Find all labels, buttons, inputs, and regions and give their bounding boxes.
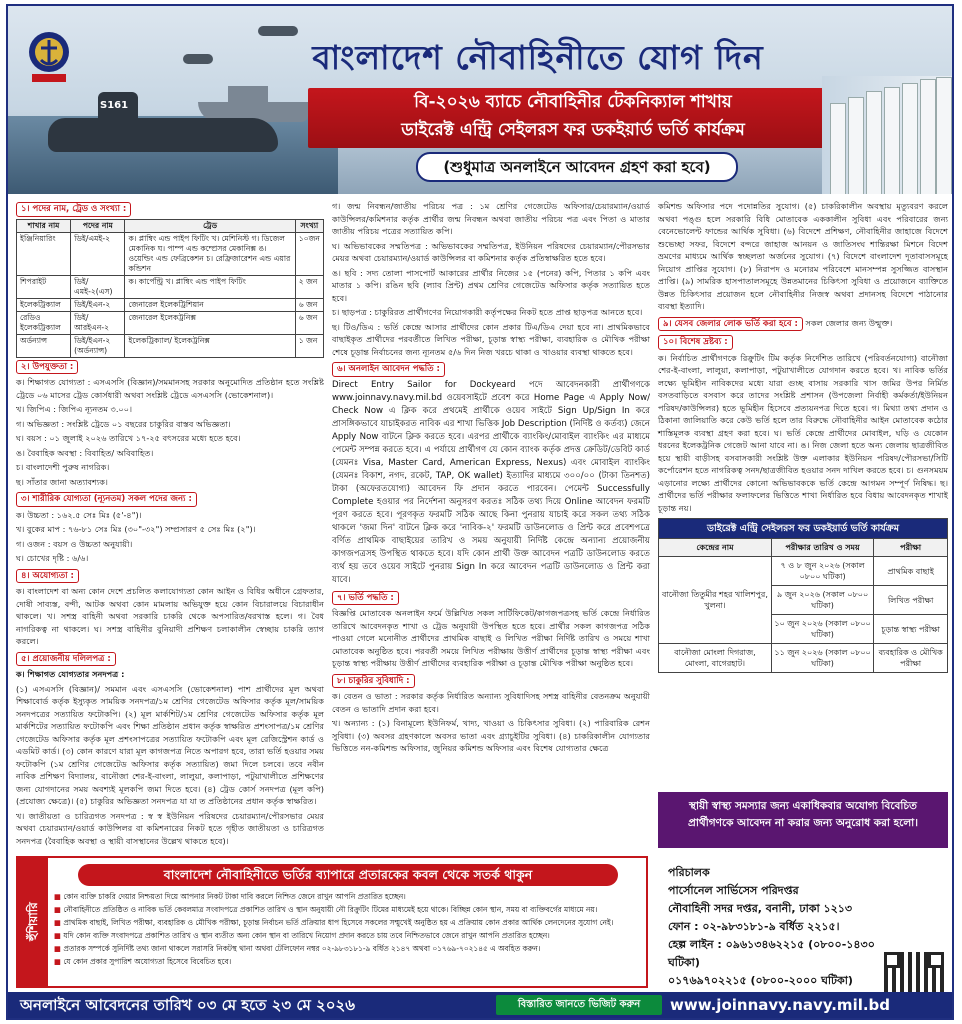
section-heading: ৬। অনলাইন আবেদন পদ্ধতি : — [332, 362, 445, 377]
paragraph: ক। শিক্ষাগত যোগ্যতা : এসএসসি (বিজ্ঞান)/সমমানসহ সরকার অনুমোদিত প্রতিষ্ঠান হতে সংশ্লিষ্ট ট্রেডে ০৬ মাসের ট্রেড কোর্সধারী অথবা সংশ্লিষ্ট ট্রেডে এসএসসি (ভোকেশনাল)। — [16, 377, 324, 400]
paragraph: চ। ছাড়পত্র : চাকুরিরত প্রার্থীগণের নিয়োগকারী কর্তৃপক্ষের নিকট হতে প্রাপ্ত ছাড়পত্র আনতে হবে। — [332, 307, 643, 317]
table-cell: ব্যবহারিক ও মৌখিক পরীক্ষা — [874, 644, 948, 673]
health-notice-line: স্থায়ী স্বাস্থ্য সমস্যার জন্য একাধিকবার অযোগ্য বিবেচিত — [689, 800, 917, 812]
table-row — [17, 311, 324, 334]
schedule-caption: ডাইরেক্ট এন্ট্রি সেইলরস ফর ডকইয়ার্ড ভর্তি কার্যক্রম — [659, 519, 948, 539]
table-cell: ইলেকট্রিক্যাল — [17, 298, 71, 311]
section-heading: ৮। চাকুরির সুবিধাদি : — [332, 674, 415, 689]
warning-list — [54, 890, 644, 968]
list-item: ■ প্রাথমিক বাছাই, লিখিত পরীক্ষা, ব্যবহারিক ও মৌখিক পরীক্ষা, চূড়ান্ত নির্বাচন ভর্তি প্রক্রিয়ার ধাপ হিসেবে সকলের সম্মুখেই অনুষ্ঠিত হয় এ প্রক্রিয়ায় কোন প্রকার আর্থিক লেনদেনের সুযোগ নেই। — [54, 916, 644, 929]
contact-line: পরিচালক — [668, 866, 710, 879]
title-banner — [308, 88, 838, 148]
table-cell: ১১ জুন ২০২৬ (সকাল ০৮০০ ঘটিকা) — [771, 644, 873, 673]
table-header: ট্রেড — [125, 219, 295, 232]
table-cell: ৭ ও ৮ জুন ২০২৬ (সকাল ০৮০০ ঘটিকা) — [771, 557, 873, 586]
table-header: পদের নাম — [71, 219, 125, 232]
helicopter-icon — [183, 54, 213, 64]
table-cell: অর্ডন্যান্স — [17, 334, 71, 357]
page-title: বাংলাদেশ নৌবাহিনীতে যোগ দিন — [312, 38, 764, 77]
warning-side-label: হুঁশিয়ারি — [18, 858, 48, 986]
paragraph: সকল জেলার জন্য উন্মুক্ত। — [805, 317, 893, 328]
warning-box — [16, 856, 648, 988]
director-contact — [668, 864, 878, 990]
contact-line: পার্সোনেল সার্ভিসেস পরিদপ্তর — [668, 884, 799, 897]
table-row — [659, 557, 948, 586]
paragraph: গ। অভিজ্ঞতা : সংশ্লিষ্ট ট্রেডে ০১ বছরের চাকুরির বাস্তব অভিজ্ঞতা। — [16, 418, 231, 429]
paragraph: ঘ। চোখের দৃষ্টি : ৬/৬। — [16, 553, 89, 563]
table-cell: ২ জন — [295, 275, 323, 298]
table-cell: জেনারেল ইলেকট্রনিক্স — [125, 311, 295, 334]
table-cell: ক। কার্পেন্ট্রি খ। প্লাম্বিং এন্ড পাইপ ফিটিং — [125, 275, 295, 298]
table-header: সংখ্যা — [295, 219, 323, 232]
list-item: ■ নৌবাহিনীতে প্রতিষ্ঠিত ও নাবিক ভর্তি কেবলমাত্র সংবাদপত্রে প্রকাশিত তারিখ ও স্থান অনুযায়ী নৌ রিক্রুটিং টিমের মাধ্যমেই হয়ে থাকে। বিচ্ছিন্ন কোন স্থান, সময় বা ব্যক্তিবর্গের মাধ্যমে নয়। — [54, 903, 644, 916]
paragraph: খ। জাতীয়তা ও চারিত্রগত সনদপত্র : স্ব স্ব ইউনিয়ন পরিষদের চেয়ারম্যান/পৌরসভার মেয়র অথবা চেয়ারম্যান/ওয়ার্ড কাউন্সিলর বা কমিশনারের নিকট হতে গৃহীত জাতীয়তা ও চারিত্রগত সনদপত্র (বৈবাহিক অবস্থা ও স্থায়ী বাসস্থানের উল্লেখ থাকতে হবে)। — [16, 810, 324, 846]
health-notice — [658, 792, 948, 848]
contact-line: ০১৭৬৯৭০২২১৫ (০৮০০-২০০০ ঘটিকা) — [668, 974, 853, 987]
table-row — [17, 334, 324, 357]
paragraph: খ। জিপিএ : জিপিএ ন্যূনতম ৩.০০। — [16, 404, 133, 414]
table-cell: ৬ জন — [295, 311, 323, 334]
table-cell: ডিই/ইএন-২ — [71, 298, 125, 311]
paragraph: ঙ। ছবি : সদ্য তোলা পাসপোর্ট আকারের প্রার্থীর নিজের ১৫ (পনের) কপি, পিতার ১ কপি এবং মাতার ১ কপি। রঙিন ছবি (ল্যাব প্রিন্ট) প্রথম শ্রেণির গেজেটেড অফিসার কর্তৃক সত্যায়িত হতে হবে। — [332, 267, 650, 303]
table-cell: ৯ জুন ২০২৬ (সকাল ০৮০০ ঘটিকা) — [771, 586, 873, 615]
section-heading: ৩। শারীরিক যোগ্যতা (ন্যূনতম) সকল পদের জন্য : — [16, 492, 197, 507]
section-heading: ১০। বিশেষ দ্রষ্টব্য : — [658, 335, 733, 350]
section-heading: ৫। প্রয়োজনীয় দলিলপত্র : — [16, 652, 116, 667]
paragraph: ঘ। বয়স : ০১ জুলাই ২০২৬ তারিখে ১৭-২৫ বৎসরের মধ্যে হতে হবে। — [16, 433, 241, 443]
posts-table — [16, 219, 324, 358]
section-heading: ৯। যেসব জেলার লোক ভর্তি করা হবে : — [658, 317, 803, 332]
advertisement — [6, 4, 954, 1020]
submarine-number: S161 — [100, 100, 129, 111]
table-cell: ডিই/আরইএন-২ — [71, 311, 125, 334]
paragraph: গ। ওজন : বয়স ও উচ্চতা অনুযায়ী। — [16, 538, 133, 549]
table-cell: ডিই/এমই-২(এস) — [71, 275, 125, 298]
table-cell: ১০ জুন ২০২৬ (সকাল ০৮০০ ঘটিকা) — [771, 615, 873, 644]
sailors-image — [822, 76, 952, 194]
header-banner — [8, 6, 952, 194]
paragraph: কমিশন্ড অফিসার পদে পদোন্নতির সুযোগ। (৫) চাকরিকালীন অবস্থায় মৃত্যুবরণ করলে অথবা পঙ্গু হলে সরকারি বিধি মোতাবেক এককালীন সুবিধা এবং পরিবারের জন্য বেনেভোলেন্ট ফান্ডের আর্থিক সুবিধা। (৬) বিদেশে প্রশিক্ষণ, নৌবাহিনীর জাহাজে বিদেশে শুভেচ্ছা সফর, বিদেশে বন্দরে জাহাজ আনয়ন ও জাতিসংঘ শান্তিরক্ষা মিশনে বিদেশ ভ্রমণের মাধ্যমে আর্থিক স্বচ্ছলতা অর্জনের সুযোগ। (৭) বিদেশে বাংলাদেশ দূতাবাসসমূহে নিয়োগ প্রাপ্তির সুযোগ। (৮) নিরাপদ ও মনোরম পরিবেশে মানসম্পন্ন সুসজ্জিত বাসস্থান প্রাপ্তি। (৯) সামরিক হাসপাতালসমূহে উন্নতমানের চিকিৎসা সুবিধা ও প্রয়োজনে ব্যাক্তিতে উন্নত চিকিৎসার প্রয়োজন হলে নৌবাহিনীর নিজস্ব অথবা প্রদানসহ বিদেশে পাঠানোর ব্যবস্থা ইত্যাদি। — [658, 201, 948, 311]
table-header: পরীক্ষার তারিখ ও সময় — [771, 539, 873, 557]
submarine-image — [48, 118, 278, 152]
contact-line: ফোন : ০২-৯৮৩১৮১-৯ বর্ধিত ২২১৫। — [668, 920, 840, 933]
visit-label: বিস্তারিত জানতে ভিজিট করুন — [496, 995, 662, 1015]
paragraph: বিজ্ঞপ্তি মোতাবেক অনলাইন ফর্মে উল্লিখিত সকল সার্টিফিকেট/কাগজপত্রসহ ভর্তি কেন্দ্রে নির্ধারিত তারিখে আবেদনকৃত শাখা ও ট্রেড অনুযায়ী উপস্থিত হতে হবে। প্রার্থীর সকল কাগজপত্র সঠিক পাওয়া গেলে মনোনীত প্রার্থীদের প্রাথমিক বাছাই ও লিখিত পরীক্ষা নির্দিষ্ট তারিখ ও সময়ে শাখা মোতাবেক অনুষ্ঠিত হবে। পরবর্তী সময়ে লিখিত পরীক্ষায় উত্তীর্ণ প্রার্থীদের চূড়ান্ত স্বাস্থ্য পরীক্ষা এবং চূড়ান্ত স্বাস্থ্য পরীক্ষায় উত্তীর্ণ প্রার্থীদের ব্যবহারিক পরীক্ষা ও চূড়ান্ত মৌখিক পরীক্ষা অনুষ্ঠিত হবে। — [332, 608, 650, 668]
table-cell: বানৌজা তিতুমীর শহর খালিশপুর, খুলনা। — [659, 557, 772, 644]
paragraph: ছ। টিও/ডিএ : ভর্তি কেন্দ্রে আসার প্রার্থীদের কোন প্রকার টিএ/ডিএ দেয়া হবে না। প্রাথমিকভাবে বাছাইকৃত প্রার্থীদের পরবর্তীতে লিখিত পরীক্ষা, চূড়ান্ত স্বাস্থ্য পরীক্ষা, ব্যবহারিক ও মৌখিক পরীক্ষা শেষে চূড়ান্ত নির্বাচনের জন্য ন্যূনতম ৫/৬ দিন নিজ খরচে থাকা ও খাওয়ার ব্যবস্থা থাকতে হবে। — [332, 321, 650, 357]
section-heading: ৭। ভর্তি পদ্ধতি : — [332, 591, 399, 606]
table-cell: ৬ জন — [295, 298, 323, 311]
column-3 — [658, 200, 948, 673]
table-row — [17, 275, 324, 298]
contact-line: নৌবাহিনী সদর দপ্তর, বনানী, ঢাকা ১২১৩ — [668, 902, 853, 915]
table-cell: চূড়ান্ত স্বাস্থ্য পরীক্ষা — [874, 615, 948, 644]
application-dates: অনলাইনে আবেদনের তারিখ ০৩ মে হতে ২৩ মে ২০২৬ — [20, 996, 356, 1014]
contact-line: হেল্প লাইন : ০৯৬১৩৪৬২২১৫ (০৮০০-১৪৩০ ঘটিকা) — [668, 938, 875, 969]
table-cell: প্রাথমিক বাছাই — [874, 557, 948, 586]
section-heading: ৪। অযোগ্যতা : — [16, 569, 79, 584]
table-header: পরীক্ষা — [874, 539, 948, 557]
paragraph: ক। বাংলাদেশ বা অন্য কোন দেশে প্রচলিত কলাযোগ্যতা কোন আইন ও বিধির অধীনে গ্রেফতার, দোষী সাব্যস্ত, বন্দী, আটক অথবা কোন মামলায় অভিযুক্ত হয়ে কোন বিচারালয়ে বিচারাধীন থাকলে। খ। সশস্ত্র বাহিনী অথবা সরকারি চাকরি থেকে অপসারিত/বরখাস্ত হলে। গ। বৈধ নাগরিকত্ব না থাকলে। ঘ। সশস্ত্র বাহিনীর বুনিয়াদী প্রশিক্ষণ চলাকালীন স্বেচ্ছায় চাকরি ত্যাগ করলে। — [16, 586, 324, 646]
table-cell: শিপরাইট — [17, 275, 71, 298]
warning-title: বাংলাদেশ নৌবাহিনীতে ভর্তির ব্যাপারে প্রতারকের কবল থেকে সতর্ক থাকুন — [78, 864, 618, 886]
list-item: ■ যে কোন প্রকার সুপারিশ অযোগ্যতা হিসেবে বিবেচিত হবে। — [54, 955, 644, 968]
list-item: ■ কোন ব্যক্তি চাকরি দেয়ার নিশ্চয়তা দিয়ে আপনার নিকট টাকা দাবি করলে নিশ্চিত জেনে রাখুন আপনি প্রতারিত হচ্ছেন। — [54, 890, 644, 903]
column-1 — [16, 200, 324, 849]
table-cell: ১ জন — [295, 334, 323, 357]
title-line-2: ডাইরেক্ট এন্ট্রি সেইলরস ফর ডকইয়ার্ড ভর্তি কার্যক্রম — [401, 120, 745, 140]
table-row — [17, 298, 324, 311]
paragraph: ক। উচ্চতা : ১৬২.৫ সেঃ মিঃ (৫'-৪")। — [16, 509, 142, 520]
paragraph: ঘ। অভিভাবকের সম্মতিপত্র : অভিভাবকের সম্মতিপত্র, ইউনিয়ন পরিষদের চেয়ারম্যান/পৌরসভার মেয়র অথবা চেয়ারম্যান/ওয়ার্ড কাউন্সিলর বা কমিশনার কর্তৃক প্রতিস্বাক্ষরিত হতে হবে। — [332, 240, 650, 263]
table-cell: রেডিও ইলেকট্রিক্যাল — [17, 311, 71, 334]
table-cell: ডিই/এমই-২ — [71, 232, 125, 275]
health-notice-line: প্রার্থীগণকে আবেদন না করার জন্য অনুরোধ করা হলো। — [688, 817, 918, 829]
table-cell: লিখিত পরীক্ষা — [874, 586, 948, 615]
sub-heading: ক। শিক্ষাগত যোগ্যতার সনদপত্র : — [16, 669, 125, 679]
table-cell: ইঞ্জিনিয়ারিং — [17, 232, 71, 275]
section-heading: ২। উপযুক্ততা : — [16, 360, 78, 375]
paragraph: গ। জন্ম নিবন্ধন/জাতীয় পরিচয় পত্র : ১ম শ্রেণির গেজেটেড অফিসার/চেয়ারম্যান/ওয়ার্ড কাউন্সিলর/কমিশনার কর্তৃক প্রার্থীর জন্ম নিবন্ধন অথবা জাতীয় পরিচয় পত্র এবং পিতা ও মাতার জাতীয় পরিচয় পত্রের সত্যায়িত কপি। — [332, 201, 650, 236]
title-line-1: বি-২০২৬ ব্যাচে নৌবাহিনীর টেকনিক্যাল শাখায় — [414, 92, 732, 112]
paragraph: Direct Entry Sailor for Dockyeard পদে আবেদনকারী প্রার্থীগণকে www.joinnavy.navy.mil.bd ওয়েবসাইটে প্রবেশ করে Home Page এ Apply Now/ Check Now এ ক্লিক করে প্রথমেই প্রার্থীকে ওয়েব সাইটে Sign Up/Sign In করে প্রাসঙ্গিকভাবে যাচাইকরত নাবিক এর শাখা ভিত্তিক Job Description (নির্দিষ্ট ও কর্তব্য) জেনে Apply Now বাটনে ক্লিক করতে হবে। এরপর প্রার্থীকে ব্যাংকিং/মোবাইল ব্যাংকিং এর মাধ্যমে পেমেন্ট সম্পন্ন করতে হবে। এ পর্যায়ে প্রার্থীগণ যে কোন ব্যাংক কর্তৃক প্রদত্ত ক্রেডিট/ডেবিট কার্ড (যেমনঃ Visa, Master Card, American Express, Nexus) এবং মোবাইল ব্যাংকিং (যেমনঃ বিকাশ, নগদ, রকেট, TAP, OK wallet) ইত্যাদির মাধ্যমে ৩০০/০০ (টাকা তিনশত) টাকা (অফেরতযোগ্য) আবেদন ফি প্রদান করতে পারবেন। পেমেন্ট Successfully Complete হওয়ার পর নির্দেশনা অনুসরণ করতঃ সঠিক তথ্য দিয়ে Online আবেদন ফরমটি পূরণ করতে হবে। পূরণকৃত ফরমটি সঠিক আছে কিনা পুনরায় যাচাই করে সকল তথ্য সঠিক থাকলে 'জমা দিন' বাটনে ক্লিক করে 'নাবিক-২' ফরমটি ডাউনলোড ও প্রিন্ট করে প্রবেশপত্রে বর্ণিত প্রাথমিক বাছাইয়ের তারিখ ও সময় অনুযায়ী নির্দিষ্ট কেন্দ্রে অন্যান্য প্রয়োজনীয় কাগজপত্রসহ উপস্থিত থাকতে হবে। যদি কোন প্রার্থী উক্ত আবেদন পত্রটি ডাউনলোড করতে ব্যর্থ হয় তবে ওয়েব সাইটে পুনরায় Sign In করে আবেদন পত্রটি ডাউনলোড ও প্রিন্ট করা যাবে। — [332, 379, 650, 585]
paragraph: ছ। সাঁতার জানা অত্যাবশ্যক। — [16, 476, 108, 487]
table-header: শাখার নাম — [17, 219, 71, 232]
table-cell: ১০জন — [295, 232, 323, 275]
paragraph: খ। অন্যান্য : (১) বিনামূল্যে ইউনিফর্ম, খাদ্য, খাওয়া ও চিকিৎসার সুবিধা। (২) পারিবারিক রেশন সুবিধা। (৩) অবসর গ্রহণকালে অবসর ভাতা এবং গ্র্যাচুইটির সুবিধা। (৪) চাকরিকালীন যোগ্যতার ভিত্তিতে নন-কমিশন্ড অফিসার, জুনিয়র কমিশন্ড অফিসার এবং বিশেষ যোগ্যতার ক্ষেত্রে — [332, 718, 650, 753]
section-heading: ১। পদের নাম, ট্রেড ও সংখ্যা : — [16, 202, 131, 217]
paragraph: চ। বাংলাদেশী পুরুষ নাগরিক। — [16, 462, 110, 472]
table-cell: বানৌজা মোংলা দিগরাজ, মোংলা, বাগেরহাট। — [659, 644, 772, 673]
table-cell: ডিই/ইএন-২ (অর্ডন্যান্স) — [71, 334, 125, 357]
footer-bar — [8, 992, 952, 1018]
list-item: ■ যদি কোন ব্যক্তি সংবাদপত্রে প্রকাশিত তারিখ ও স্থান ব্যতীত অন্য কোন স্থান বা তারিখে নিয়োগ প্রদান করতে চায় তবে নিশ্চিতভাবে জেনে রাখুন আপনি প্রতারিত হচ্ছেন। — [54, 929, 644, 942]
list-item: ■ প্রতারক সম্পর্কে সুনির্দিষ্ট তথ্য জানা থাকলে সরাসরি নিকটস্থ থানা অথবা টেলিফোন নম্বর ০২-৯৮৩১৮১-৯ বর্ধিত ২১৪৭ অথবা ০১৭৬৯-৭০২১৪৫ এ অবহিত করুন। — [54, 942, 644, 955]
paragraph: ক। নির্বাচিত প্রার্থীগণকে রিক্রুটিং টিম কর্তৃক নির্দেশিত তারিখে (পরিবর্তনযোগ্য) বানৌজা শের-ই-বাংলা, লালুয়া, কলাপাড়া, পটুয়াখালীতে যোগদান করতে হবে। খ। নাবিক ভর্তির লক্ষ্যে ভূমিহীন নাবিকদের মধ্যে যারা গুচ্ছ বাসায় সরকারি খাস জমির উপর নির্মিত বসতবাড়িতে বসবাস করে তাদের সংশ্লিষ্ট প্রশাসন (উপজেলা নির্বাহী কর্মকর্তা/ইউনিয়ন পরিষদ/কাউন্সিলর) হতে ভূমিহীন হিসেবে প্রত্যয়নপত্র দিতে হবে। গ। মিথ্যা তথ্য প্রদান ও ঠিকানা জালিয়াতি করে কেউ ভর্তি হলে তার বিরুদ্ধে নৌবাহিনীর আইন মোতাবেক কঠোর শাস্তিমূলক ব্যবস্থা গ্রহণ করা হবে। ঘ। ভর্তি কেন্দ্রে প্রার্থীদের মোবাইল, ঘড়ি ও যেকোন ধরনের ইলেকট্রনিক গেজেট আনা যাবে না। ঙ। নিজ জেলা হতে অন্য জেলায় ছাত্রজীবিত হয়ে স্থায়ী বাড়ীসহ বসবাসকারী সংশ্লিষ্ট উক্ত এলাকার ইউনিয়ন পরিষদ/পৌরসভা/সিটি কর্পোরেশন হতে নাগরিকত্ব সনদ/ছাত্রজীবিত হওয়ার সনদ দাখিল করতে হবে। চ। গুনসময়ম এড়ানোর লক্ষ্যে প্রার্থীদের কোনো অভিভাবককে ভর্তি কেন্দ্রে আগমন সম্পূর্ণ নিষিদ্ধ। ছ। প্রার্থীদের ভর্তি পরীক্ষার ফলাফলের ভিত্তিতে শাখা নির্ধারিত হবে বিধায় আবেদনকৃত শাখাই চূড়ান্ত নয়। — [658, 352, 948, 513]
table-row — [659, 644, 948, 673]
warship-tower — [228, 86, 268, 104]
website-link[interactable]: www.joinnavy.navy.mil.bd — [670, 996, 891, 1014]
table-header: কেন্দ্রের নাম — [659, 539, 772, 557]
table-cell: ইলেকট্রিক্যাল/ ইলেকট্রনিক্স — [125, 334, 295, 357]
paragraph: ঙ। বৈবাহিক অবস্থা : বিবাহিত/ অবিবাহিত। — [16, 447, 154, 458]
table-cell: ক। প্লাম্বিং এন্ড পাইপ ফিটিং খ। মেশিনিস্ট গ। ডিজেল মেকানিক ঘ। পাম্প এন্ড কম্প্রেসর মেকানিক্স ঙ। ওয়েল্ডিং এন্ড ফেব্রিকেশন চ। রেফ্রিজারেশন এন্ড এয়ার কন্ডিশন — [125, 232, 295, 275]
paragraph: (১) এসএসসি (বিজ্ঞান)/ সমমান এবং এসএসসি (ভোকেশনাল) পাশ প্রার্থীদের মূল অথবা শিক্ষাবোর্ড কর্তৃক ইস্যুকৃত সাময়িক সনদপত্র/১ম শ্রেণির গেজেটেড অফিসার কর্তৃক মূল/সাময়িক সনদপত্রের সত্যায়িত ফটোকপি। (২) মূল মার্কশিট/১ম শ্রেণির গেজেটেড অফিসার কর্তৃক মূল মার্কশিটের সত্যায়িত ফটোকপি এবং শিক্ষা প্রতিষ্ঠান প্রধান কর্তৃক স্বাক্ষরিত প্রশংসাপত্র/১ম শ্রেণির গেজেটেড অফিসার কর্তৃক মূল প্রশংসাপত্রের সত্যায়িত ফটোকপি এবং মূল রেজিস্ট্রেশন কার্ড ও এডমিট কার্ড। (৩) কোন কারণে যারা মূল কাগজপত্র নিতে অপারগ হবে, তারা ভর্তি হওয়ার সময় ফটোকপি (১ম শ্রেণির গেজেটেড অফিসার কর্তৃক সত্যায়িত) জমা দিলে চলবে। তবে নবীন নাবিক প্রশিক্ষণ বিদ্যালয়, বানৌজা শের-ই-বাংলা, লালুয়া, কলাপাড়া, পটুয়াখালীতে প্রশিক্ষণের জন্য যোগদানের সময় অবশ্যই মূলকপি জমা দিতে হবে। (৪) ট্রেড কোর্স সনদপত্র (মূল কপি) (প্রযোজ্য ক্ষেত্রে)। (৫) চাকুরির অভিজ্ঞতা সনদপত্র যা যা ত প্রতিষ্ঠানের প্রধান কর্তৃক স্বাক্ষরিত। — [16, 683, 324, 806]
paragraph: ক। বেতন ও ভাতা : সরকার কর্তৃক নির্ধারিত অন্যান্য সুবিধাদিসহ সশস্ত্র বাহিনীর বেতনক্রম অনুযায়ী বেতন ও ভাতাদি প্রদান করা হবে। — [332, 691, 650, 714]
table-row — [17, 232, 324, 275]
column-2 — [332, 200, 650, 757]
subtitle: (শুধুমাত্র অনলাইনে আবেদন গ্রহণ করা হবে) — [416, 152, 738, 182]
schedule-table — [658, 518, 948, 673]
paragraph: খ। বুকের মাপ : ৭৬-৮১ সেঃ মিঃ (৩০"-৩২") সম্প্রসারণ ৫ সেঃ মিঃ (২")। — [16, 524, 256, 534]
table-cell: জেনারেল ইলেকট্রিশিয়ান — [125, 298, 295, 311]
navy-crest-icon — [24, 26, 74, 86]
